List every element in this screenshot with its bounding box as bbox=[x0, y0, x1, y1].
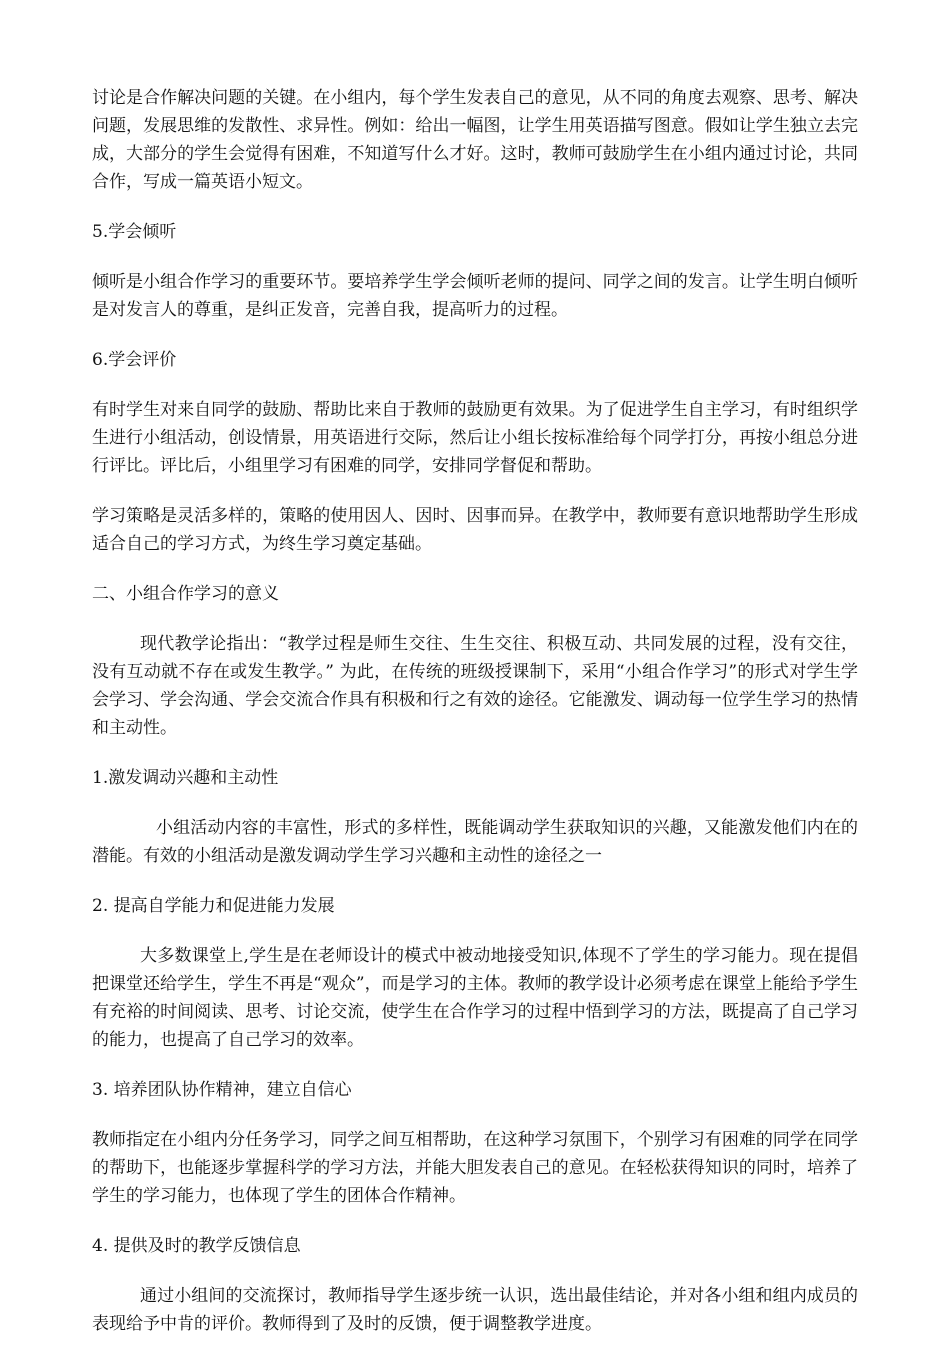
paragraph-teamwork: 教师指定在小组内分任务学习，同学之间互相帮助，在这种学习氛围下，个别学习有困难的同学在同学的帮助下，也能逐步掌握科学的学习方法，并能大胆发表自己的意见。在轻松获得知识的同时，培养了学生的学习能力，也体现了学生的团体合作精神。 bbox=[92, 1130, 858, 1206]
paragraph-listening: 倾听是小组合作学习的重要环节。要培养学生学会倾听老师的提问、同学之间的发言。让学生明白倾听是对发言人的尊重，是纠正发音，完善自我，提高听力的过程。 bbox=[92, 272, 858, 320]
heading-point-3: 3. 培养团队协作精神，建立自信心 bbox=[92, 1080, 352, 1100]
paragraph-feedback: 通过小组间的交流探讨，教师指导学生逐步统一认识，选出最佳结论，并对各小组和组内成员的表现给予中肯的评价。教师得到了及时的反馈，便于调整教学进度。 bbox=[92, 1286, 858, 1334]
heading-learn-to-listen: 5.学会倾听 bbox=[92, 222, 177, 242]
heading-point-2: 2. 提高自学能力和促进能力发展 bbox=[92, 896, 335, 916]
heading-learn-to-evaluate: 6.学会评价 bbox=[92, 350, 177, 370]
paragraph-evaluation: 有时学生对来自同学的鼓励、帮助比来自于教师的鼓励更有效果。为了促进学生自主学习，有时组织学生进行小组活动，创设情景，用英语进行交际，然后让小组长按标准给每个同学打分，再按小组总分进行评比。评比后，小组里学习有困难的同学，安排同学督促和帮助。 bbox=[92, 400, 858, 476]
paragraph-strategies: 学习策略是灵活多样的，策略的使用因人、因时、因事而异。在教学中，教师要有意识地帮助学生形成适合自己的学习方式，为终生学习奠定基础。 bbox=[92, 506, 858, 554]
paragraph-self-study: 大多数课堂上,学生是在老师设计的模式中被动地接受知识,体现不了学生的学习能力。现在提倡把课堂还给学生，学生不再是“观众”，而是学习的主体。教师的教学设计必须考虑在课堂上能给予学生有充裕的时间阅读、思考、讨论交流，使学生在合作学习的过程中悟到学习的方法，既提高了自己学习的能力，也提高了自己学习的效率。 bbox=[92, 946, 858, 1050]
document-page bbox=[92, 84, 858, 1360]
paragraph-group-activities: 小组活动内容的丰富性，形式的多样性，既能调动学生获取知识的兴趣，又能激发他们内在的潜能。有效的小组活动是激发调动学生学习兴趣和主动性的途径之一 bbox=[92, 818, 858, 866]
paragraph-discussion: 讨论是合作解决问题的关键。在小组内，每个学生发表自己的意见，从不同的角度去观察、思考、解决问题，发展思维的发散性、求异性。例如：给出一幅图，让学生用英语描写图意。假如让学生独立去完成，大部分的学生会觉得有困难，不知道写什么才好。这时，教师可鼓励学生在小组内通过讨论，共同合作，写成一篇英语小短文。 bbox=[92, 88, 858, 192]
paragraph-modern-teaching: 现代教学论指出：“教学过程是师生交往、生生交往、积极互动、共同发展的过程，没有交往，没有互动就不存在或发生教学。” 为此，在传统的班级授课制下，采用“小组合作学习”的形式对学生学会学习、学会沟通、学会交流合作具有积极和行之有效的途径。它能激发、调动每一位学生学习的热情和主动性。 bbox=[92, 634, 858, 738]
heading-section-two: 二、小组合作学习的意义 bbox=[92, 584, 279, 604]
heading-point-4: 4. 提供及时的教学反馈信息 bbox=[92, 1236, 301, 1256]
heading-point-1: 1.激发调动兴趣和主动性 bbox=[92, 768, 279, 788]
